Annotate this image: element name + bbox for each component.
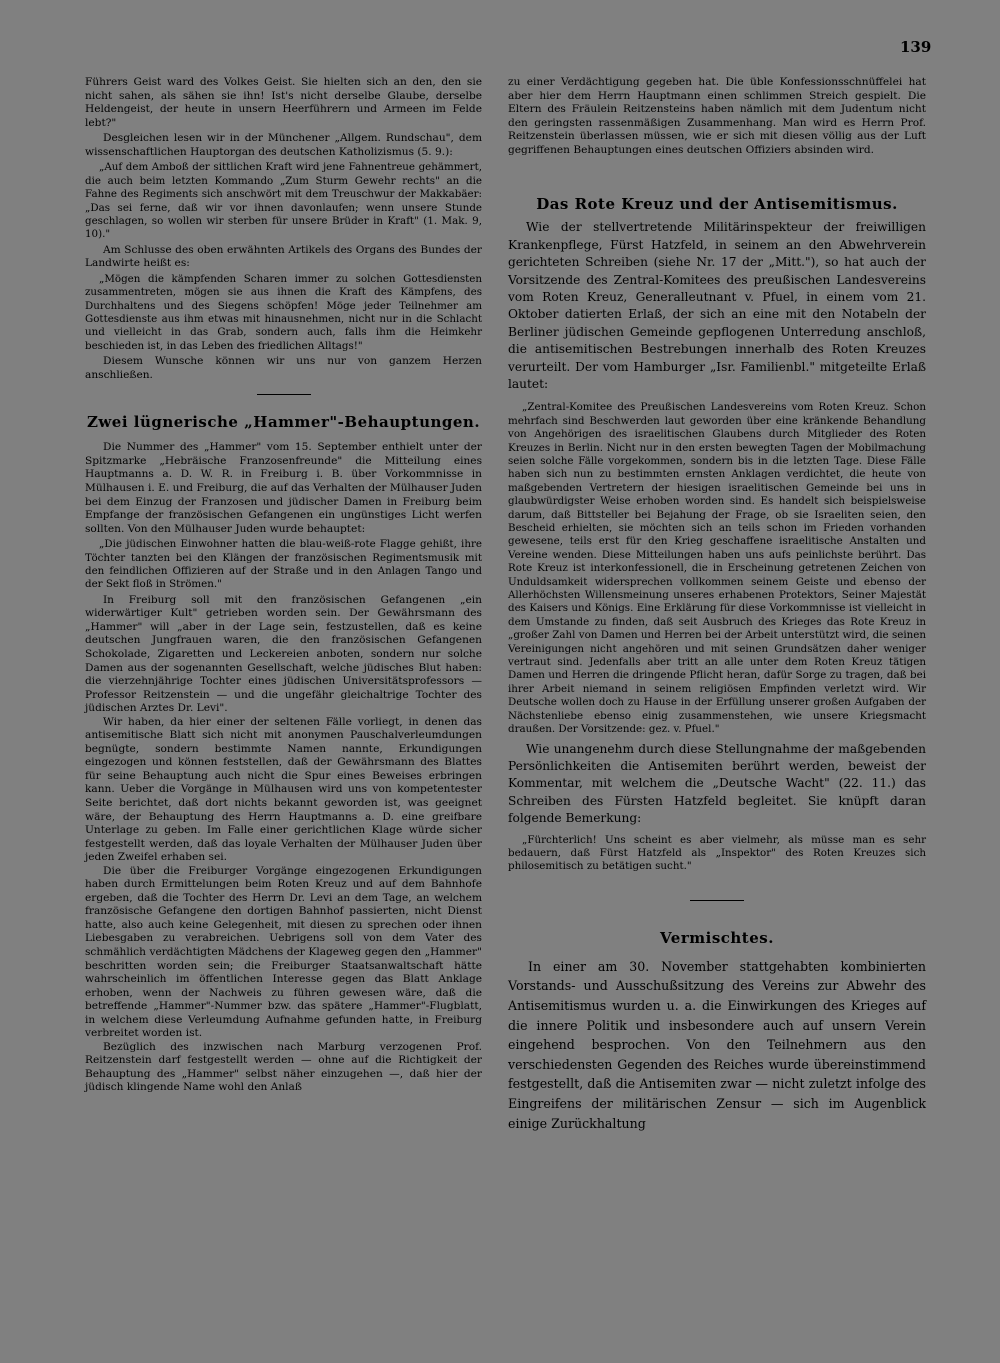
quote-paragraph: „Auf dem Amboß der sittlichen Kraft wird jene Fahnentreue gehämmert, die auch beim letzten Kommando „Zum Sturm Gewehr rechts" an die Fahne des Regiments sich anschwört mit dem Treuschwur der Makkabäer: „Das sei ferne, daß wir vor ihnen davonlaufen; wenn unsere Stunde geschlagen, so wollen wir sterben für unsere Brüder in Kraft" (1. Mak. 9, 10)." — [85, 161, 482, 241]
page-number: 139 — [900, 38, 932, 56]
paragraph: Am Schlusse des oben erwähnten Artikels des Organs des Bundes der Landwirte heißt es: — [85, 243, 482, 270]
section-heading: Vermischtes. — [660, 928, 774, 947]
quote-paragraph: „Zentral-Komitee des Preußischen Landesvereins vom Roten Kreuz. Schon mehrfach sind Beschwerden laut geworden über eine kränkende Behandlung von Angehörigen des israelitischen Glaubens durch Mitglieder des Roten Kreuzes in Berlin. Nicht nur in den ersten bewegten Tagen der Mobilmachung seien solche Fälle vorgekommen, sondern bis in die letzten Tage. Diese Fälle haben sich nun zu bestimmten ernsten Anklagen verdichtet, die heute von maßgebenden Vertretern der hiesigen israelitischen Gemeinde bei uns in glaubwürdigster Weise erhoben worden sind. Es handelt sich beispielsweise darum, daß Bittsteller bei Bejahung der Frage, ob sie Israeliten seien, den Bescheid erhielten, sie möchten sich an teils schon im Frieden vorhanden gewesene, teils erst für den Krieg geschaffene israelitische Anstalten und Vereine wenden. Diese Mitteilungen haben uns aufs peinlichste berührt. Das Rote Kreuz ist interkonfessionell, die in Erscheinung getretenen Zeichen von Unduldsamkeit widersprechen vollkommen seinem Geiste und ebenso der Allerhöchsten Willensmeinung unseres erhabenen Protektors, Seiner Majestät des Kaisers und Königs. Eine Erklärung für diese Vorkommnisse ist vielleicht in dem Umstande zu finden, daß seit Ausbruch des Krieges das Rote Kreuz in „großer Zahl von Damen und Herren bei der Arbeit unterstützt wird, die seinen Vereinigungen nicht angehören und mit seinen Grundsätzen daher weniger vertraut sind. Jedenfalls aber tritt an alle unter dem Roten Kreuz tätigen Damen und Herren die dringende Pflicht heran, dafür Sorge zu tragen, daß bei ihrer Arbeit niemand in seinem religiösen Empfinden verletzt wird. Wir Deutsche wollen doch zu Hause in der Erfüllung unserer großen Aufgaben der Nächstenliebe ebenso einig zusammenstehen, wie unsere Kriegsmacht draußen. Der Vorsitzende: gez. v. Pfuel." — [508, 401, 926, 736]
section-divider — [690, 900, 744, 901]
paragraph: Bezüglich des inzwischen nach Marburg verzogenen Prof. Reitzenstein darf festgestellt werden — ohne auf die Richtigkeit der Behauptung des „Hammer" selbst näher einzugehen —, daß hier der jüdisch klingende Name wohl den Anlaß — [85, 1040, 482, 1094]
section-heading: Das Rote Kreuz und der Antisemitismus. — [536, 195, 898, 214]
paragraph: Desgleichen lesen wir in der Münchener „Allgem. Rundschau", dem wissenschaftlichen Hauptorgan des deutschen Katholizismus (5. 9.): — [85, 132, 482, 158]
paragraph: Wir haben, da hier einer der seltenen Fälle vorliegt, in denen das antisemitische Blatt sich nicht mit anonymen Pauschalverleumdungen begnügte, sondern bestimmte Namen nannte, Erkundigungen eingezogen und können feststellen, daß der Gewährsmann des Blattes für seine Behauptung auch nicht die Spur eines Beweises erbringen kann. Ueber die Vorgänge in Mülhausen wird uns von kompetentester Seite berichtet, daß dort nichts bekannt geworden ist, was geeignet wäre, der Behauptung des Herrn Hauptmanns a. D. eine greifbare Unterlage zu geben. Im Falle einer gerichtlichen Klage würde sicher festgestellt werden, daß das loyale Verhalten der Mülhauser Juden über jeden Zweifel erhaben sei. — [85, 715, 482, 864]
paragraph: zu einer Verdächtigung gegeben hat. Die üble Konfessionsschnüffelei hat aber hier dem Herrn Hauptmann einen schlimmen Streich gespielt. Die Eltern des Fräulein Reitzensteins haben nämlich mit dem Judentum nicht den geringsten rassenmäßigen Zusammenhang. Man wird es Herrn Prof. Reitzenstein überlassen müssen, wie er sich mit diesen völlig aus der Luft gegriffenen Behauptungen eines deutschen Offiziers absinden wird. — [508, 76, 926, 156]
quote-paragraph: „Fürchterlich! Uns scheint es aber vielmehr, als müsse man es sehr bedauern, daß Fürst Hatzfeld als „Inspektor" des Roten Kreuzes sich philosemitisch zu betätigen sucht." — [508, 833, 926, 873]
paragraph: Führers Geist ward des Volkes Geist. Sie hielten sich an den, den sie nicht sahen, als sähen sie ihn! Ist's nicht derselbe Glaube, derselbe Heldengeist, der heute in unsern Heerführern und Armeen im Felde lebt?" — [85, 76, 482, 129]
paragraph: In einer am 30. November stattgehabten kombinierten Vorstands- und Ausschußsitzung des Vereins zur Abwehr des Antisemitismus wurden u. a. die Einwirkungen des Krieges auf die innere Politik und insbesondere auch auf unsern Verein eingehend besprochen. Von den Teilnehmern aus den verschiedensten Gegenden des Reiches wurde übereinstimmend festgestellt, daß die Antisemiten zwar — nicht zuletzt infolge des Eingreifens der militärischen Zensur — sich im Augenblick einige Zurückhaltung — [508, 958, 926, 1131]
quote-paragraph: „Mögen die kämpfenden Scharen immer zu solchen Gottesdiensten zusammentreten, mögen sie aus ihnen die Kraft des Kämpfens, des Durchhaltens und des Siegens schöpfen! Möge jeder Teilnehmer am Gottesdienste aus ihm etwas mit hinausnehmen, nicht nur in die Schlacht und vielleicht in das Grab, sondern auch, falls ihm die Heimkehr beschieden ist, in das Leben des friedlichen Alltags!" — [85, 272, 482, 352]
section-heading: Zwei lügnerische „Hammer"-Behauptungen. — [86, 413, 481, 432]
quote-paragraph: „Die jüdischen Einwohner hatten die blau-weiß-rote Flagge gehißt, ihre Töchter tanzten bei den Klängen der französischen Regimentsmusik mit den feindlichen Offizieren auf der Straße und in den Anlagen Tango und der Sekt floß in Strömen." — [85, 538, 482, 591]
paragraph: Wie unangenehm durch diese Stellungnahme der maßgebenden Persönlichkeiten die Antisemiten berührt werden, beweist der Kommentar, mit welchem die „Deutsche Wacht" (22. 11.) das Schreiben des Fürsten Hatzfeld begleitet. Sie knüpft daran folgende Bemerkung: — [508, 741, 926, 826]
paragraph: Die über die Freiburger Vorgänge eingezogenen Erkundigungen haben durch Ermittelungen beim Roten Kreuz und auf dem Bahnhofe ergeben, daß die Tochter des Herrn Dr. Levi an dem Tage, an welchem französische Gefangene den dortigen Bahnhof passierten, nicht Dienst hatte, also auch keine Gelegenheit, mit diesen zu sprechen oder ihnen Liebesgaben zu verabreichen. Uebrigens soll von dem Vater des schmählich verdächtigten Mädchens der Klageweg gegen den „Hammer" beschritten worden sein; die Freiburger Staatsanwaltschaft hätte wahrscheinlich im öffentlichen Interesse gegen das Blatt Anklage erhoben, wenn der Nachweis zu führen gewesen wäre, daß die betreffende „Hammer"-Nummer bzw. das spätere „Hammer"-Flugblatt, in welchem diese Verleumdung Aufnahme gefunden hatte, in Freiburg verbreitet worden ist. — [85, 864, 482, 1040]
paragraph: Diesem Wunsche können wir uns nur von ganzem Herzen anschließen. — [85, 355, 482, 381]
section-divider — [257, 394, 311, 395]
left-column — [85, 76, 482, 1095]
paragraph: In Freiburg soll mit den französischen Gefangenen „ein widerwärtiger Kult" getrieben worden sein. Der Gewährsmann des „Hammer" will „aber in der Lage sein, festzustellen, daß es keine deutschen Jungfrauen waren, die den französischen Gefangenen Schokolade, Zigaretten und Leckereien anboten, sondern nur solche Damen aus der sogenannten Gesellschaft, welche jüdisches Blut haben: die vierzehnjährige Tochter eines jüdischen Universitätsprofessors — Professor Reitzenstein — und die ungefähr gleichaltrige Tochter des jüdischen Arztes Dr. Levi". — [85, 593, 482, 715]
paragraph: Die Nummer des „Hammer" vom 15. September enthielt unter der Spitzmarke „Hebräische Franzosenfreunde" die Mitteilung eines Hauptmanns a. D. W. R. in Freiburg i. B. über Vorkommnisse in Mülhausen i. E. und Freiburg, die auf das Verhalten der Mülhauser Juden bei dem Einzug der Franzosen und jüdischer Damen in Freiburg beim Empfange der französischen Gefangenen ein ungünstiges Licht werfen sollten. Von den Mülhauser Juden wurde behauptet: — [85, 441, 482, 535]
right-column — [508, 76, 926, 1133]
paragraph: Wie der stellvertretende Militärinspekteur der freiwilligen Krankenpflege, Fürst Hatzfeld, in seinem an den Abwehrverein gerichteten Schreiben (siehe Nr. 17 der „Mitt."), so hat auch der Vorsitzende des Zentral-Komitees des preußischen Landesvereins vom Roten Kreuz, Generalleutnant v. Pfuel, in einem vom 21. Oktober datierten Erlaß, der sich an eine mit den Notabeln der Berliner jüdischen Gemeinde gepflogenen Unterredung anschloß, die antisemitischen Bestrebungen innerhalb des Roten Kreuzes verurteilt. Der vom Hamburger „Isr. Familienbl." mitgeteilte Erlaß lautet: — [508, 220, 926, 391]
